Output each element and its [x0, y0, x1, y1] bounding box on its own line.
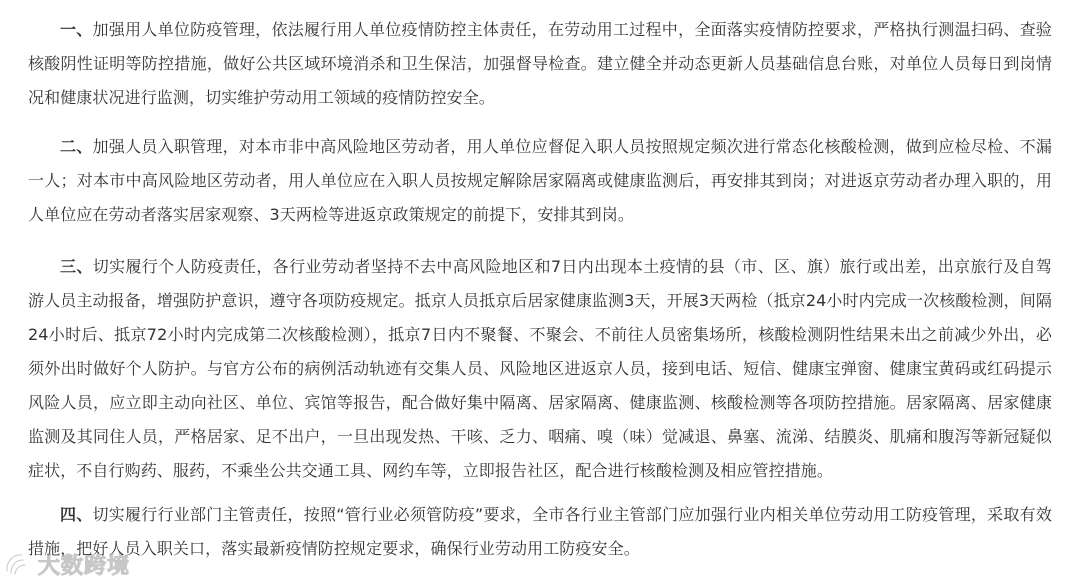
brand-logo-icon [2, 549, 32, 579]
paragraph-3-text: 切实履行个人防疫责任，各行业劳动者坚持不去中高风险地区和7日内出现本土疫情的县（市、区、旗）旅行或出差，出京旅行及自驾游人员主动报备，增强防护意识，遵守各项防疫规定。抵京人员抵京后居家健康监测3天，开展3天两检（抵京24小时内完成一次核酸检测，间隔24小时后、抵京72小时内完成第二次核酸检测），抵京7日内不聚餐、不聚会、不前往人员密集场所，核酸检测阴性结果未出之前减少外出，必须外出时做好个人防护。与官方公布的病例活动轨迹有交集人员、风险地区进返京人员，接到电话、短信、健康宝弹窗、健康宝黄码或红码提示风险人员，应立即主动向社区、单位、宾馆等报告，配合做好集中隔离、居家隔离、健康监测、核酸检测等各项防控措施。居家隔离、居家健康监测及其同住人员，严格居家、足不出户，一旦出现发热、干咳、乏力、咽痛、嗅（味）觉减退、鼻塞、流涕、结膜炎、肌痛和腹泻等新冠疑似症状，不自行购药、服药，不乘坐公共交通工具、网约车等，立即报告社区，配合进行核酸检测及相应管控措施。 [28, 257, 1052, 480]
paragraph-1-text: 加强用人单位防疫管理，依法履行用人单位疫情防控主体责任，在劳动用工过程中，全面落实疫情防控要求，严格执行测温扫码、查验核酸阴性证明等防控措施，做好公共区域环境消杀和卫生保洁，加强督导检查。建立健全并动态更新人员基础信息台账，对单位人员每日到岗情况和健康状况进行监测，切实维护劳动用工领域的疫情防控安全。 [28, 20, 1052, 107]
paragraph-3-lead: 三、 [60, 257, 93, 276]
paragraph-4-lead: 四、 [60, 505, 93, 524]
paragraph-2-text: 加强人员入职管理，对本市非中高风险地区劳动者，用人单位应督促入职人员按照规定频次进行常态化核酸检测，做到应检尽检、不漏一人；对本市中高风险地区劳动者，用人单位应在入职人员按规定解除居家隔离或健康监测后，再安排其到岗；对进返京劳动者办理入职的，用人单位应在劳动者落实居家观察、3天两检等进返京政策规定的前提下，安排其到岗。 [28, 137, 1052, 224]
paragraph-4-text: 切实履行行业部门主管责任，按照“管行业必须管防疫”要求，全市各行业主管部门应加强行业内相关单位劳动用工防疫管理，采取有效措施，把好人员入职关口，落实最新疫情防控规定要求，确保行业劳动用工防疫安全。 [28, 505, 1052, 558]
watermark [2, 548, 130, 580]
paragraph-3 [28, 250, 1052, 488]
paragraph-1 [28, 13, 1052, 115]
paragraph-2-lead: 二、 [60, 137, 93, 156]
paragraph-4 [28, 498, 1052, 566]
paragraph-2 [28, 130, 1052, 232]
watermark-text: 大数跨境 [38, 553, 131, 579]
paragraph-1-lead: 一、 [60, 20, 93, 39]
